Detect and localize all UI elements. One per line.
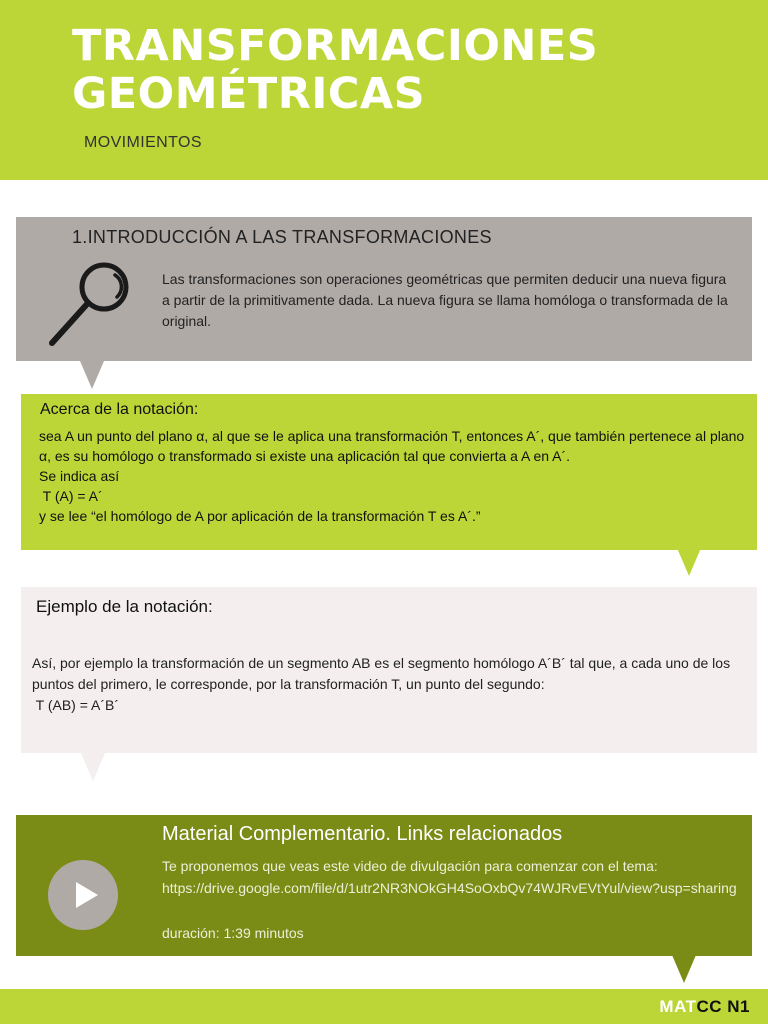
notation-line: y se lee “el homólogo de A por aplicación de la transformación T es A´.” bbox=[39, 508, 481, 524]
example-heading: Ejemplo de la notación: bbox=[36, 597, 213, 616]
title-line-1: TRANSFORMACIONES bbox=[72, 21, 599, 71]
title-line-2: GEOMÉTRICAS bbox=[72, 69, 426, 119]
video-duration: duración: 1:39 minutos bbox=[162, 925, 304, 941]
callout-pointer bbox=[81, 753, 105, 781]
example-text bbox=[32, 653, 756, 716]
intro-card bbox=[16, 217, 752, 361]
callout-pointer bbox=[677, 548, 701, 576]
material-heading: Material Complementario. Links relacionados bbox=[162, 823, 563, 845]
intro-text: Las transformaciones son operaciones geométricas que permiten deducir una nueva figura a partir de la primitivamente dada. La nueva figura se llama homóloga o transformada de la original. bbox=[162, 271, 728, 329]
example-line: Así, por ejemplo la transformación de un segmento AB es el segmento homólogo A´B´ tal que, a cada uno de los puntos del primero, le corresponde, por la transformación T, un punto del segundo: bbox=[32, 655, 731, 692]
header-banner bbox=[0, 0, 768, 180]
brand-part-1: MAT bbox=[659, 997, 697, 1016]
magnifier-icon bbox=[44, 257, 136, 349]
material-text bbox=[162, 855, 742, 899]
footer-bar bbox=[0, 989, 768, 1024]
video-link[interactable]: https://drive.google.com/file/d/1utr2NR3NOkGH4SoOxbQv74WJRvEVtYul/view?usp=sharing bbox=[162, 880, 737, 896]
play-icon[interactable] bbox=[48, 860, 118, 930]
brand-part-2: CC N1 bbox=[696, 997, 750, 1016]
page-subtitle: MOVIMIENTOS bbox=[84, 134, 202, 151]
notation-line: Se indica así bbox=[39, 468, 120, 484]
notation-line: sea A un punto del plano α, al que se le aplica una transformación T, entonces A´, que también pertenece al plano α, es su homólogo o transformado si existe una aplicación tal que convierta a A en A´. bbox=[39, 428, 745, 464]
brand-logo bbox=[659, 997, 750, 1017]
intro-heading: 1.INTRODUCCIÓN A LAS TRANSFORMACIONES bbox=[72, 227, 492, 247]
example-line: T (AB) = A´B´ bbox=[32, 697, 120, 713]
material-card bbox=[16, 815, 752, 956]
notation-line: T (A) = A´ bbox=[39, 488, 103, 504]
callout-pointer bbox=[672, 955, 696, 983]
material-description: Te proponemos que veas este video de divulgación para comenzar con el tema: bbox=[162, 858, 658, 874]
callout-pointer bbox=[80, 361, 104, 389]
notation-text bbox=[39, 426, 749, 526]
notation-card bbox=[21, 394, 757, 550]
example-card bbox=[21, 587, 757, 753]
page-title bbox=[72, 22, 598, 118]
notation-heading: Acerca de la notación: bbox=[40, 401, 199, 418]
